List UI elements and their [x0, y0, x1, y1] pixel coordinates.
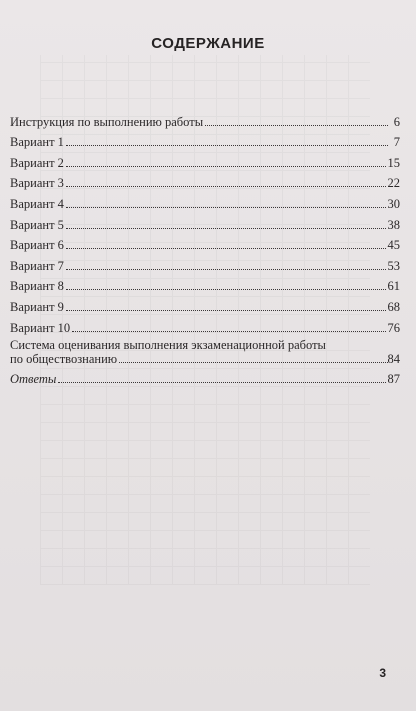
- toc-item-page: 22: [387, 176, 400, 191]
- toc-item-variant-7: [10, 252, 400, 273]
- toc-item-page: 7: [393, 135, 400, 150]
- toc-item-variant-5: [10, 211, 400, 232]
- leader-dots: [66, 135, 388, 146]
- toc-item-page: 15: [387, 155, 400, 170]
- toc-item-page: 53: [387, 258, 400, 273]
- toc-item-variant-1: [10, 129, 400, 150]
- leader-dots: [66, 218, 386, 229]
- toc-item-variant-8: [10, 273, 400, 294]
- page-title: СОДЕРЖАНИЕ: [151, 35, 265, 52]
- toc-item-label: Вариант 8: [10, 279, 64, 294]
- toc-item-label: Вариант 4: [10, 196, 64, 211]
- toc-item-label: Вариант 2: [10, 155, 64, 170]
- toc-item-variant-6: [10, 232, 400, 253]
- toc-item-page: 38: [387, 217, 400, 232]
- toc-item-label: Вариант 1: [10, 135, 64, 150]
- leader-dots: [72, 321, 385, 332]
- toc-item-label: Вариант 10: [10, 320, 71, 335]
- leader-dots: [66, 156, 386, 167]
- page-number: 3: [379, 666, 386, 680]
- leader-dots: [66, 279, 386, 290]
- toc-item-page: 45: [387, 238, 400, 253]
- toc-item-label: Вариант 6: [10, 238, 64, 253]
- toc-item-page: 84: [387, 351, 400, 366]
- toc-item-label-line1: Система оценивания выполнения экзаменационной работы: [10, 337, 326, 352]
- toc-item-variant-2: [10, 149, 400, 170]
- leader-dots: [66, 238, 386, 249]
- leader-dots: [66, 300, 386, 311]
- toc-item-label: Инструкция по выполнению работы: [10, 114, 204, 129]
- toc-item-page: 30: [387, 196, 400, 211]
- toc-item-assessment: [10, 338, 400, 366]
- toc-item-instructions: [10, 108, 400, 129]
- table-of-contents: [10, 108, 400, 386]
- leader-dots: [205, 115, 388, 126]
- toc-item-label: Вариант 7: [10, 258, 64, 273]
- toc-item-variant-4: [10, 190, 400, 211]
- toc-item-label: Вариант 9: [10, 299, 64, 314]
- toc-item-page: 6: [393, 114, 400, 129]
- toc-item-page: 76: [387, 320, 400, 335]
- toc-item-variant-3: [10, 170, 400, 191]
- toc-item-page: 61: [387, 279, 400, 294]
- leader-dots: [119, 352, 387, 363]
- toc-item-label-line2: по обществознанию: [10, 351, 118, 366]
- toc-item-page: 68: [387, 299, 400, 314]
- toc-item-label: Ответы: [10, 372, 57, 387]
- leader-dots: [58, 372, 385, 383]
- toc-item-label: Вариант 5: [10, 217, 64, 232]
- toc-item-variant-9: [10, 293, 400, 314]
- leader-dots: [66, 259, 386, 270]
- toc-item-answers: [10, 366, 400, 387]
- toc-item-variant-10: [10, 314, 400, 335]
- toc-item-page: 87: [387, 372, 400, 387]
- leader-dots: [66, 197, 386, 208]
- leader-dots: [66, 176, 386, 187]
- toc-item-label: Вариант 3: [10, 176, 64, 191]
